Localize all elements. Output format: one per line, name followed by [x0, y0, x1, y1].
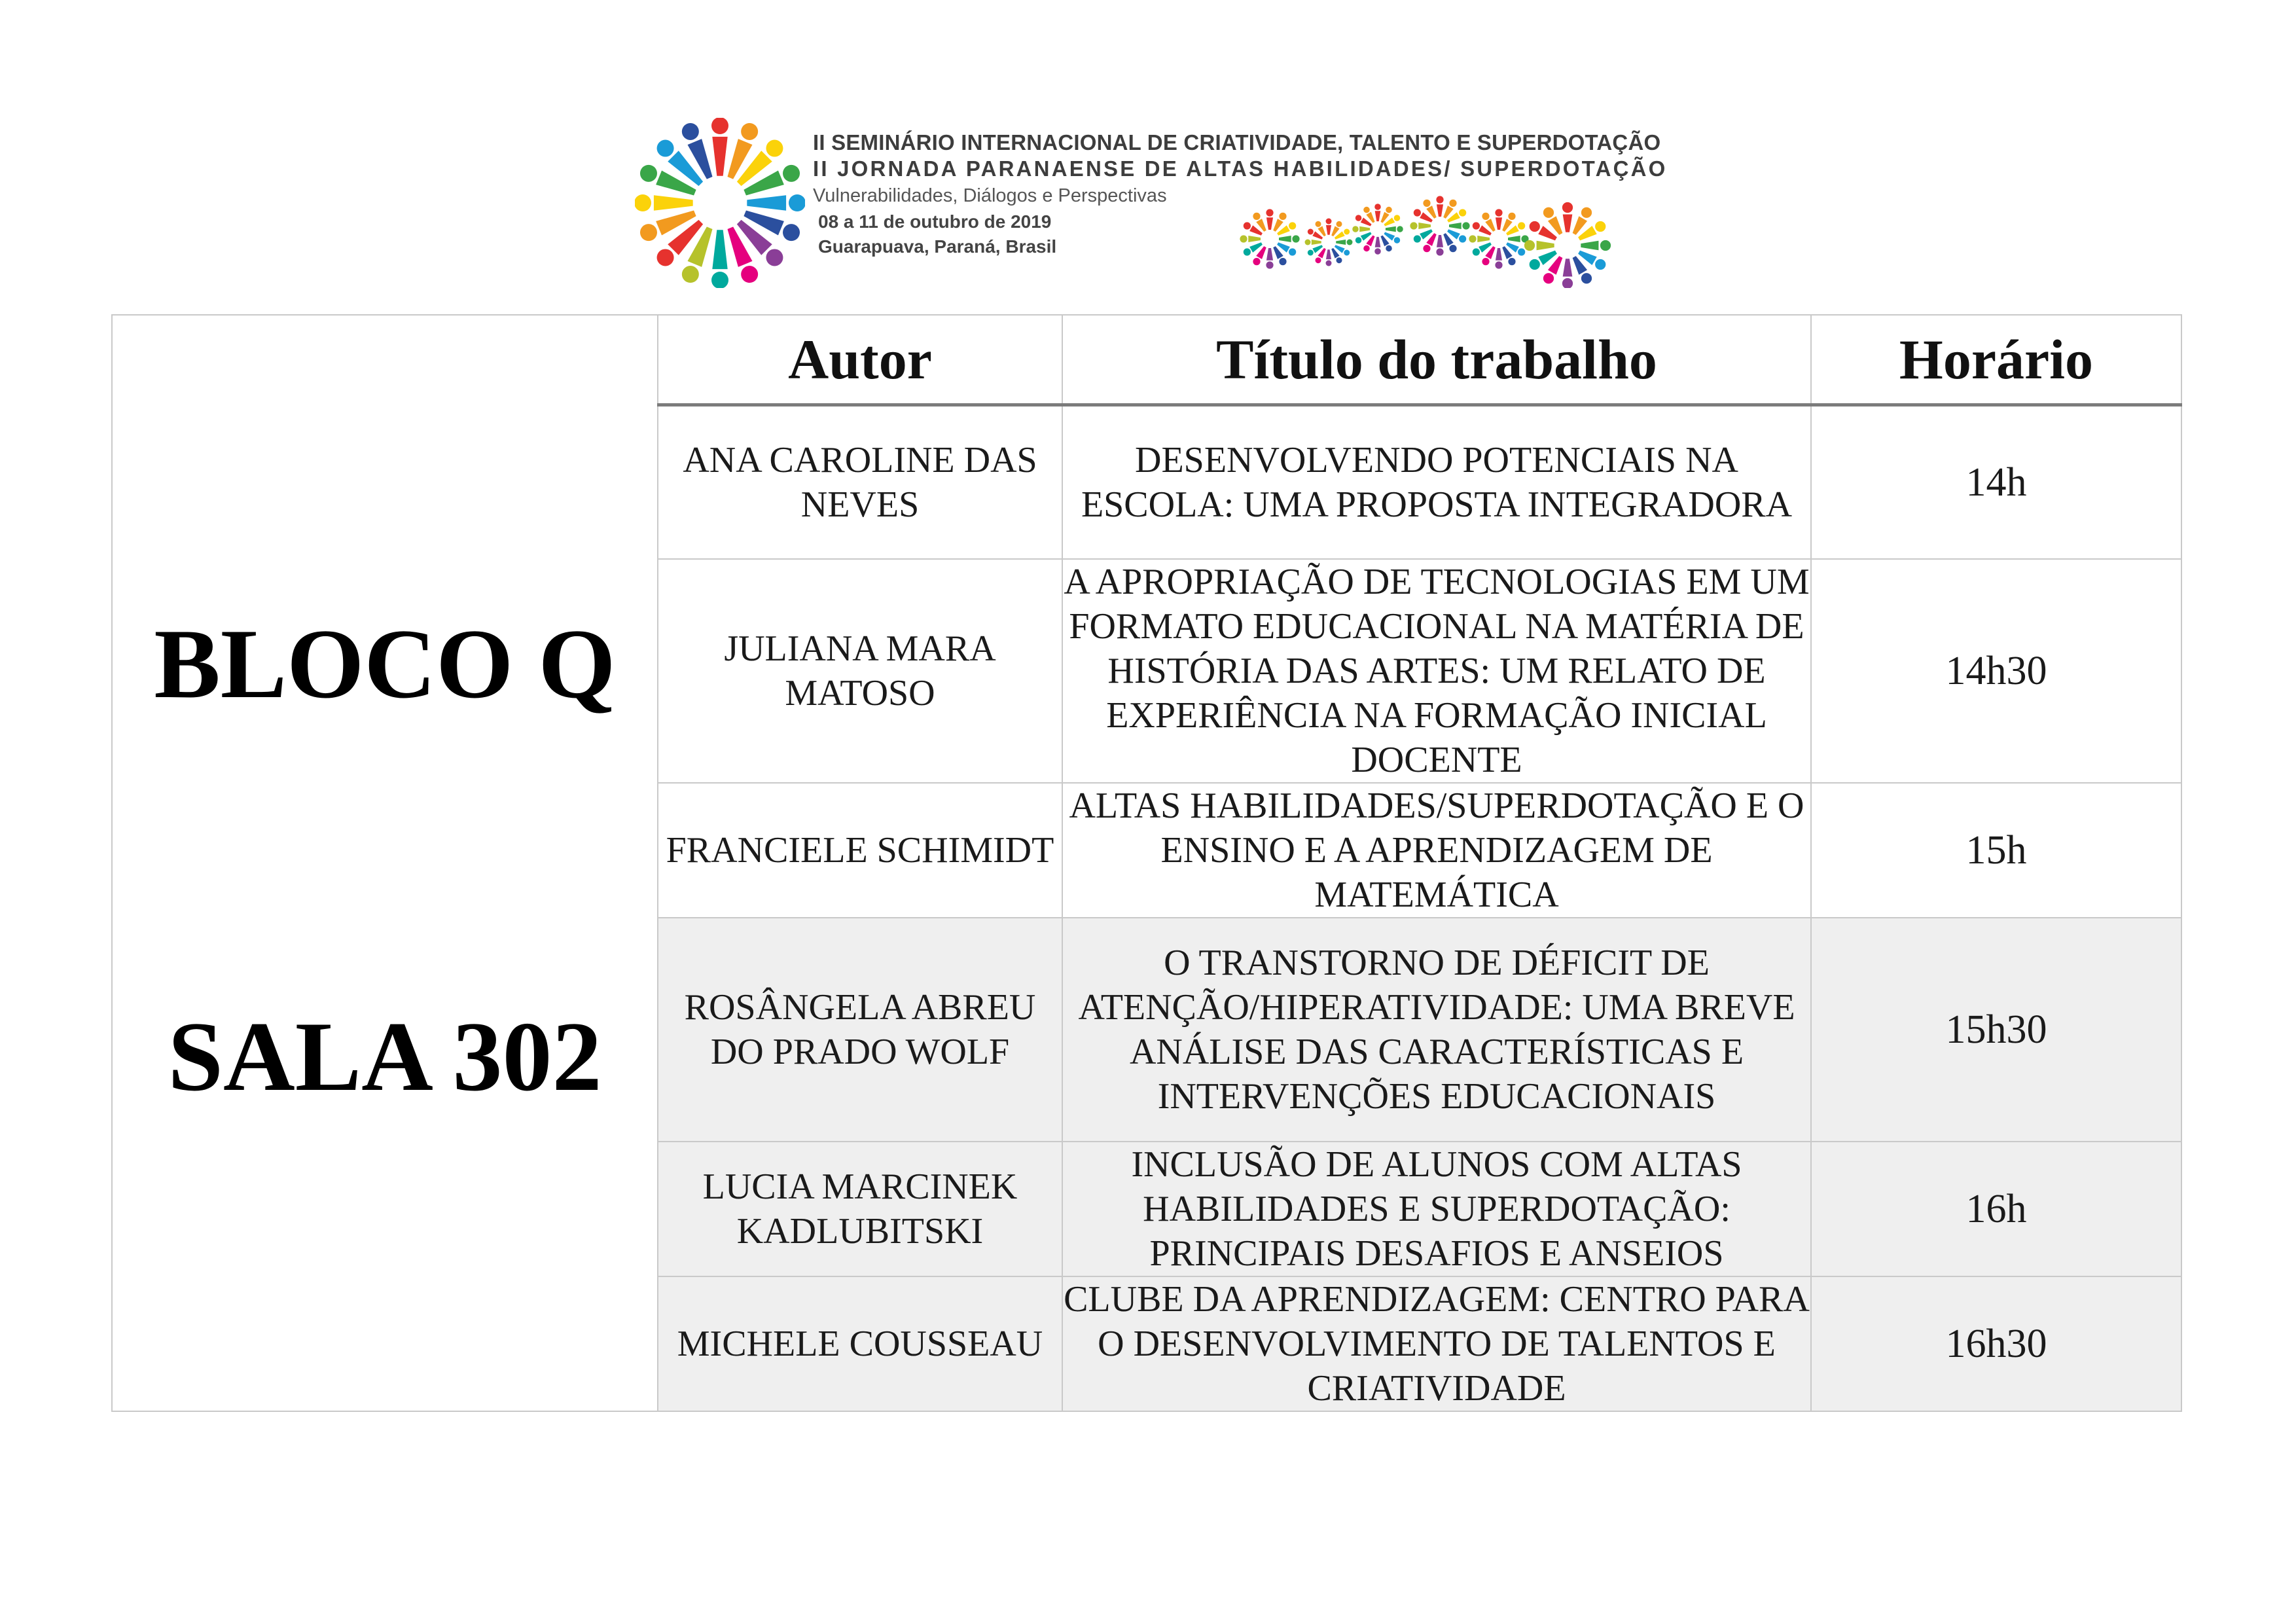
row-horario: 15h30	[1811, 918, 2181, 1142]
row-titulo: ALTAS HABILIDADES/SUPERDOTAÇÃO E O ENSINO E A APRENDIZAGEM DE MATEMÁTICA	[1062, 783, 1811, 918]
table-header-row	[112, 315, 2181, 405]
jornada-title: II JORNADA PARANAENSE DE ALTAS HABILIDADES/ SUPERDOTAÇÃO	[813, 156, 1668, 181]
small-people-circles-icon	[1237, 183, 1630, 288]
row-autor: ROSÂNGELA ABREU DO PRADO WOLF	[658, 918, 1062, 1142]
row-autor: JULIANA MARA MATOSO	[658, 559, 1062, 783]
header-horario: Horário	[1811, 315, 2181, 405]
row-titulo: CLUBE DA APRENDIZAGEM: CENTRO PARA O DESENVOLVIMENTO DE TALENTOS E CRIATIVIDADE	[1062, 1276, 1811, 1411]
row-autor: MICHELE COUSSEAU	[658, 1276, 1062, 1411]
header-titulo: Título do trabalho	[1062, 315, 1811, 405]
event-dates: 08 a 11 de outubro de 2019	[818, 211, 1052, 232]
row-horario: 14h	[1811, 405, 2181, 560]
location-cell	[112, 315, 658, 1411]
row-autor: LUCIA MARCINEK KADLUBITSKI	[658, 1142, 1062, 1276]
row-titulo: A APROPRIAÇÃO DE TECNOLOGIAS EM UM FORMATO EDUCACIONAL NA MATÉRIA DE HISTÓRIA DAS ARTES: UM RELATO DE EXPERIÊNCIA NA FORMAÇÃO INICIAL DOCENTE	[1062, 559, 1811, 783]
people-circle-logo-icon	[635, 118, 805, 288]
row-titulo: INCLUSÃO DE ALUNOS COM ALTAS HABILIDADES E SUPERDOTAÇÃO: PRINCIPAIS DESAFIOS E ANSEIOS	[1062, 1142, 1811, 1276]
event-location: Guarapuava, Paraná, Brasil	[818, 236, 1057, 257]
schedule-table	[111, 314, 2182, 1412]
row-titulo: DESENVOLVENDO POTENCIAIS NA ESCOLA: UMA PROPOSTA INTEGRADORA	[1062, 405, 1811, 560]
row-autor: FRANCIELE SCHIMIDT	[658, 783, 1062, 918]
sala-label: SALA 302	[168, 1001, 602, 1111]
subtitle: Vulnerabilidades, Diálogos e Perspectivas	[813, 185, 1167, 206]
row-autor: ANA CAROLINE DAS NEVES	[658, 405, 1062, 560]
row-horario: 16h30	[1811, 1276, 2181, 1411]
event-header	[635, 118, 1682, 288]
row-horario: 15h	[1811, 783, 2181, 918]
seminar-title: II SEMINÁRIO INTERNACIONAL DE CRIATIVIDADE, TALENTO E SUPERDOTAÇÃO	[813, 130, 1661, 154]
bloco-label: BLOCO Q	[154, 608, 616, 719]
row-horario: 16h	[1811, 1142, 2181, 1276]
row-titulo: O TRANSTORNO DE DÉFICIT DE ATENÇÃO/HIPERATIVIDADE: UMA BREVE ANÁLISE DAS CARACTERÍSTICAS E INTERVENÇÕES EDUCACIONAIS	[1062, 918, 1811, 1142]
header-autor: Autor	[658, 315, 1062, 405]
row-horario: 14h30	[1811, 559, 2181, 783]
